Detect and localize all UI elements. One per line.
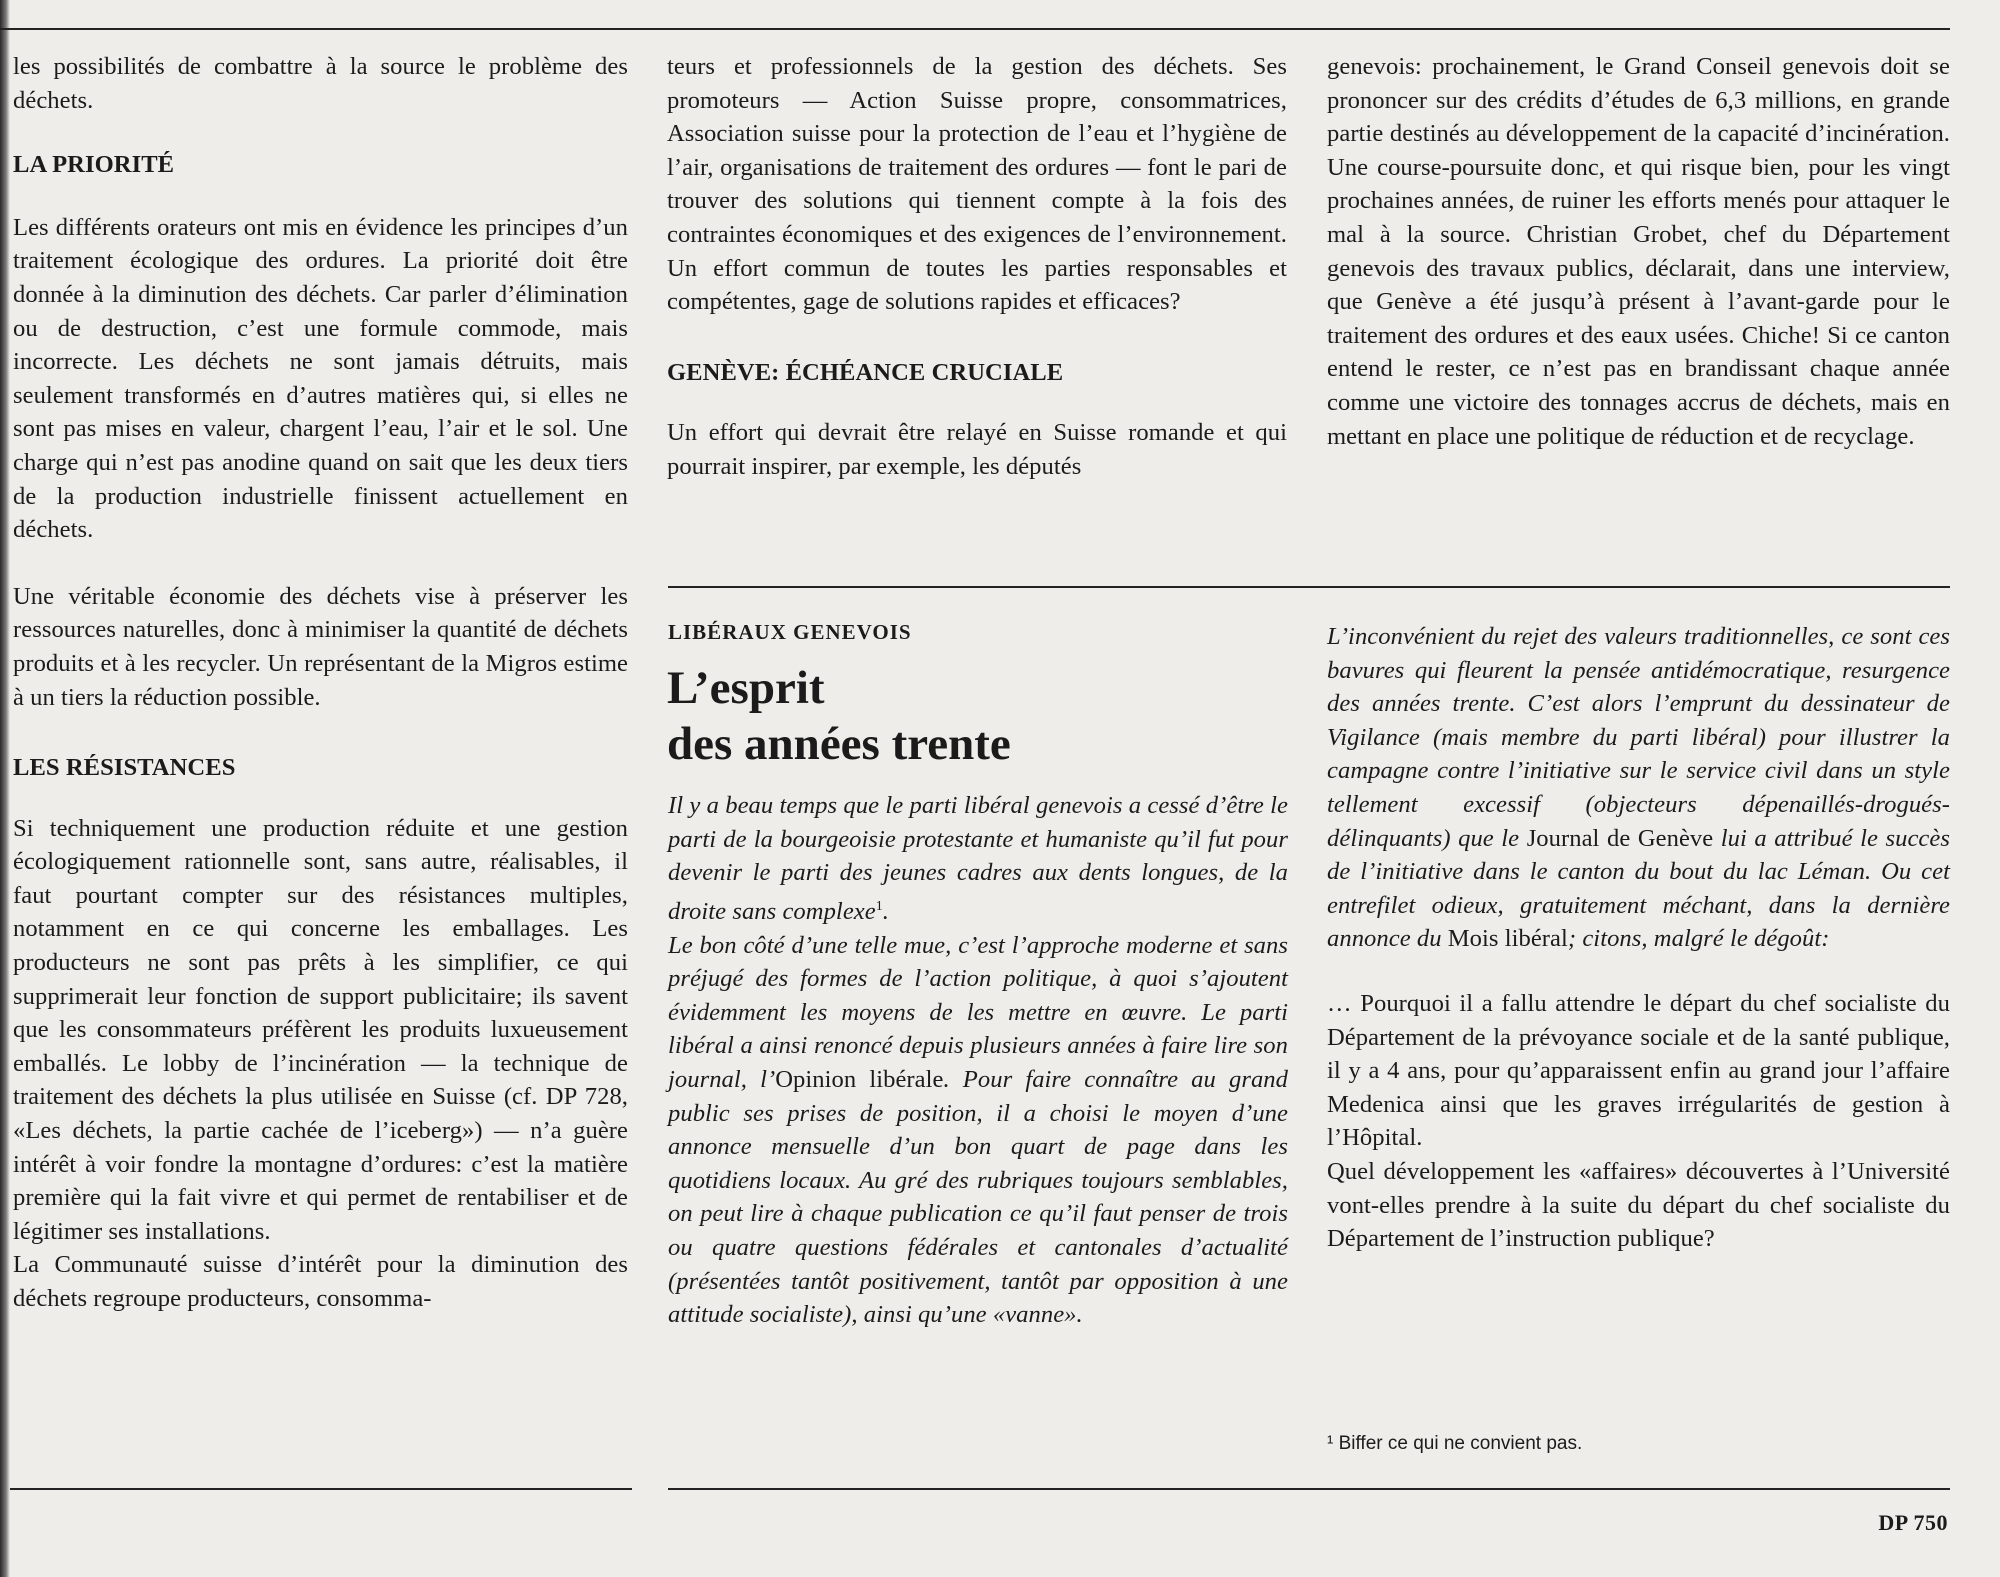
col2-paragraph-2: Un effort qui devrait être relayé en Suisse romande et qui pourrait inspirer, par exemple, les députés xyxy=(667,419,1287,480)
article-paragraph-2 xyxy=(668,929,1288,1332)
article-title-line-1: L’esprit xyxy=(667,662,825,714)
newspaper-title-opinion-liberale: Opinion libérale xyxy=(775,1065,944,1093)
footnote-marker: 1 xyxy=(875,898,883,914)
page-folio: DP 750 xyxy=(1878,1510,1948,1535)
newspaper-title-mois-liberal: Mois libéral xyxy=(1447,925,1568,953)
footnote: ¹ Biffer ce qui ne convient pas. xyxy=(1327,1433,1583,1454)
col2-paragraph-1: teurs et professionnels de la gestion des déchets. Ses promoteurs — Action Suisse propre, consommatrices, Association suisse pour la protection de l’eau et l’hygiène de l’air, organisations de traitement des ordures — font le pari de trouver des solutions qui tiennent compte à la fois des contraintes économiques et des exigences de l’environnement. Un effort commun de toutes les parties responsables et compétentes, gage de solutions rapides et efficaces? xyxy=(667,53,1287,316)
article-kicker: LIBÉRAUX GENEVOIS xyxy=(668,620,912,644)
article-paragraph-1-text: Il y a beau temps que le parti libéral genevois a cessé d’être le parti de la bourgeoisie protestante et humaniste qu’il fut pour devenir le parti des jeunes cadres aux dents longues, de la droite sans complexe xyxy=(668,792,1288,925)
top-rule xyxy=(0,28,1950,30)
col3-paragraph-1: genevois: prochainement, le Grand Conseil genevois doit se prononcer sur des crédits d’études de 6,3 millions, en grande partie destinés au développement de la capacité d’incinération. Une course-poursuite donc, et qui risque bien, pour les vingt prochaines années, de ruiner les efforts menés pour attaquer le mal à la source. Christian Grobet, chef du Département genevois des travaux publics, déclarait, dans une interview, que Genève a été jusqu’à présent à l’avant-garde pour le traitement des ordures et des eaux usées. Chiche! Si ce canton entend le rester, ce n’est pas en brandissant chaque année comme une victoire des tonnages accrus de déchets, mais en mettant en place une politique de réduction et de recyclage. xyxy=(1327,53,1950,450)
article-paragraph-3-text-c: ; citons, malgré le dégoût: xyxy=(1567,925,1830,953)
col1-paragraph-4: Si techniquement une production réduite et une gestion écologiquement rationnelle sont, sans autre, réalisables, il faut pourtant compter sur des résistances multiples, notamment en ce qui concerne les emballages. Les producteurs ne sont pas prêts à les simplifier, ce qui supprimerait leur fonction de support publicitaire; ils savent que les consommateurs préfèrent les produits luxueusement emballés. Le lobby de l’incinération — la technique de traitement des déchets la plus utilisée en Suisse (cf. DP 728, «Les déchets, la partie cachée de l’iceberg») — n’a guère intérêt à voir fondre la montagne d’ordures: c’est la matière première qui la fait vivre et qui permet de rentabiliser et de légitimer ses installations. xyxy=(13,814,628,1245)
article-paragraph-3-text-a: L’inconvénient du rejet des valeurs traditionnelles, ce sont ces bavures qui fleurent la pensée antidémocratique, resurgence des années trente. C’est alors l’emprunt du dessinateur de Vigilance (mais membre du parti libéral) pour illustrer la campagne contre l’initiative sur le service civil dans un style tellement excessif (objecteurs dépenaillés-drogués-délinquants) que le xyxy=(1327,623,1950,852)
col1-paragraph-2: Les différents orateurs ont mis en évidence les principes d’un traitement écologique des ordures. La priorité doit être donnée à la diminution des déchets. Car parler d’élimination ou de destruction, c’est une formule commode, mais incorrecte. Les déchets ne sont jamais détruits, mais seulement transformés en d’autres matières qui, si elles ne sont pas mises en valeur, chargent l’eau, l’air et le sol. Une charge qui n’est pas anodine quand on sait que les deux tiers de la production industrielle finissent actuellement en déchets. xyxy=(13,213,628,544)
article-title-line-2: des années trente xyxy=(667,718,1011,770)
newspaper-title-journal-de-geneve: Journal de Genève xyxy=(1526,824,1714,852)
article-paragraph-1-end: . xyxy=(882,897,889,925)
bottom-rule-right xyxy=(668,1488,1950,1490)
page-binding-edge xyxy=(0,0,10,1577)
column-1 xyxy=(13,50,628,1316)
column-2 xyxy=(667,50,1287,484)
column-3 xyxy=(1327,50,1950,453)
article-title xyxy=(667,660,1011,772)
article-paragraph-2-text-a: Le bon côté d’une telle mue, c’est l’approche moderne et sans préjugé des formes de l’action politique, à quoi s’ajoutent évidemment les moyens de les mettre en œuvre. Le parti libéral a ainsi renoncé depuis plusieurs années à faire lire son journal, l’ xyxy=(668,931,1288,1093)
section-heading-resistances: LES RÉSISTANCES xyxy=(13,754,236,782)
col1-paragraph-1: les possibilités de combattre à la source le problème des déchets. xyxy=(13,53,628,114)
article-separator-rule xyxy=(668,586,1950,588)
quoted-paragraph-2: Quel développement les «affaires» découvertes à l’Université vont-elles prendre à la suite du départ du chef socialiste du Département de l’instruction publique? xyxy=(1327,1157,1950,1253)
article-paragraph-1 xyxy=(668,789,1288,929)
quoted-paragraph-1: … Pourquoi il a fallu attendre le départ du chef socialiste du Département de la prévoyance sociale et de la santé publique, il y a 4 ans, pour qu’apparaissent enfin au grand jour l’affaire Medenica ainsi que les graves irrégularités de gestion à l’Hôpital. xyxy=(1327,989,1950,1152)
col1-paragraph-3: Une véritable économie des déchets vise à préserver les ressources naturelles, donc à minimiser la quantité de déchets produits et à les recycler. Un représentant de la Migros estime à un tiers la réduction possible. xyxy=(13,582,628,711)
col1-paragraph-5: La Communauté suisse d’intérêt pour la diminution des déchets regroupe producteurs, consomma- xyxy=(13,1251,628,1312)
article-paragraph-2-text-b: . Pour faire connaître au grand public ses prises de position, il a choisi le moyen d’une annonce mensuelle d’un bon quart de page dans les quotidiens locaux. Au gré des rubriques toujours semblables, on peut lire à chaque publication ce qu’il faut penser de trois ou quatre questions fédérales et cantonales d’actualité (présentées tantôt positivement, tantôt par opposition à une attitude socialiste), ainsi qu’une «vanne». xyxy=(668,1065,1288,1329)
article-paragraph-3-text-b: lui a attribué le succès de l’initiative dans le canton du bout du lac Léman. Ou cet entrefilet odieux, gratuitement méchant, dans la dernière annonce du xyxy=(1327,824,1950,953)
article-paragraph-3 xyxy=(1327,620,1950,956)
bottom-rule-left xyxy=(10,1488,632,1490)
section-heading-geneve: GENÈVE: ÉCHÉANCE CRUCIALE xyxy=(667,358,1064,386)
section-heading-priorite: LA PRIORITÉ xyxy=(13,151,175,179)
article-right-column xyxy=(1327,620,1950,1256)
article-left-column xyxy=(668,789,1288,1332)
